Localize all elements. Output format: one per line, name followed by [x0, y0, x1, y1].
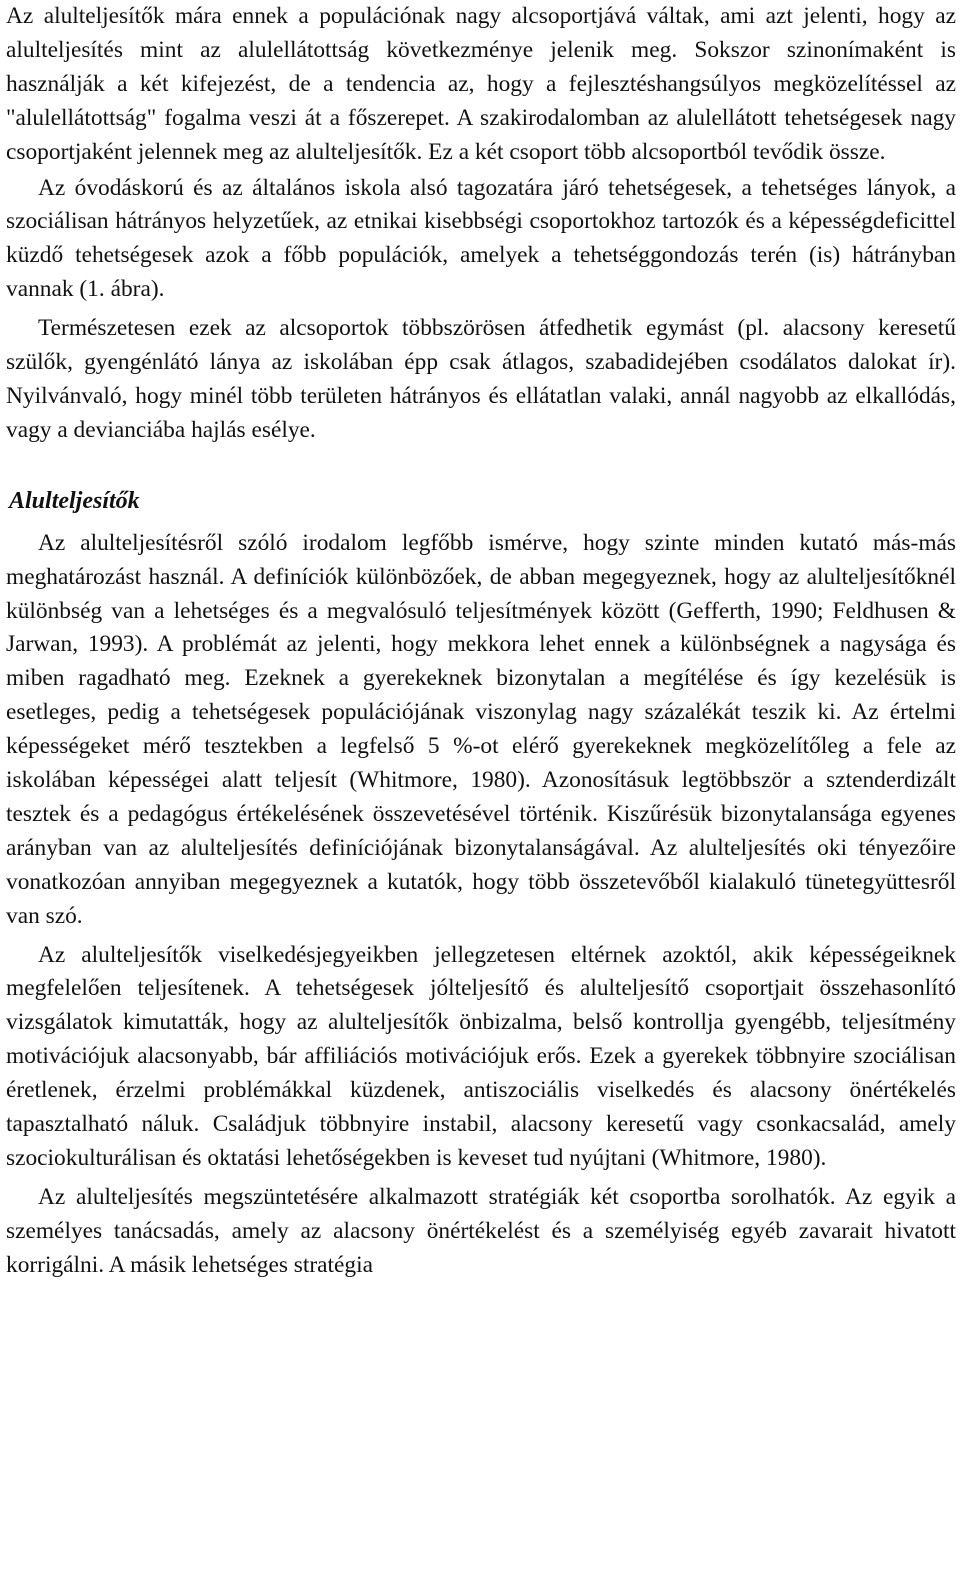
section-paragraph-3: Az alulteljesítés megszüntetésére alkalmazott stratégiák két csoportba sorolhatók. Az egyik a személyes tanácsadás, amely az alacsony önértékelést és a személyiség egyéb zavarait hivatott korrigálni. A másik lehetséges stratégia: [6, 1183, 956, 1278]
paragraph-2: Az óvodáskorú és az általános iskola alsó tagozatára járó tehetségesek, a tehetséges lányok, a szociálisan hátrányos helyzetűek, az etnikai kisebbségi csoportokhoz tartozók és a képességdeficittel küzdő tehetségesek azok a főbb populációk, amelyek a tehetséggondozás terén (is) hátrányban vannak (1. ábra).: [6, 174, 956, 303]
document-page: [6, 0, 956, 1283]
paragraph-3: Természetesen ezek az alcsoportok többszörösen átfedhetik egymást (pl. alacsony keresetű szülők, gyengénlátó lánya az iskolában épp csak átlagos, szabadidejében csodálatos dalokat ír). Nyilvánvaló, hogy minél több területen hátrányos és ellátatlan valaki, annál nagyobb az elkallódás, vagy a devianciába hajlás esélye.: [6, 315, 956, 443]
paragraph-1: Az alulteljesítők mára ennek a populációnak nagy alcsoportjává váltak, ami azt jelenti, hogy az alulteljesítés mint az alulellátottság következménye jelenik meg. Sokszor szinonímaként is használják a két kifejezést, de a tendencia az, hogy a fejlesztéshangsúlyos megközelítéssel az "alulellátottság" fogalma veszi át a főszerepet. A szakirodalomban az alulellátott tehetségesek nagy csoportjaként jelennek meg az alulteljesítők. Ez a két csoport több alcsoportból tevődik össze.: [6, 3, 956, 165]
section-paragraph-2: Az alulteljesítők viselkedésjegyeikben jellegzetesen eltérnek azoktól, akik képességeiknek megfelelően teljesítenek. A tehetségesek jólteljesítő és alulteljesítő csoportjait összehasonlító vizsgálatok kimutatták, hogy az alulteljesítők önbizalma, belső kontrollja gyengébb, teljesítmény motivációjuk alacsonyabb, bár affiliációs motivációjuk erős. Ezek a gyerekek többnyire szociálisan éretlenek, érzelmi problémákkal küzdenek, antiszociális viselkedés és alacsony önértékelés tapasztalható náluk. Családjuk többnyire instabil, alacsony keresetű vagy csonkacsalád, amely szociokulturálisan és oktatási lehetőségekben is keveset tud nyújtani (Whitmore, 1980).: [6, 941, 956, 1171]
section-heading: Alulteljesítők: [9, 487, 140, 514]
section-paragraph-1: Az alulteljesítésről szóló irodalom legfőbb ismérve, hogy szinte minden kutató más-más meghatározást használ. A definíciók különbözőek, de abban megegyeznek, hogy az alulteljesítőknél különbség van a lehetséges és a megvalósuló teljesítmények között (Gefferth, 1990; Feldhusen & Jarwan, 1993). A problémát az jelenti, hogy mekkora lehet ennek a különbségnek a nagysága és miben ragadható meg. Ezeknek a gyerekeknek bizonytalan a megítélése és így kezelésük is esetleges, pedig a tehetségesek populációjának viszonylag nagy százalékát teszik ki. Az értelmi képességeket mérő tesztekben a legfelső 5 %-ot elérő gyerekeknek megközelítőleg a fele az iskolában képességei alatt teljesít (Whitmore, 1980). Azonosításuk legtöbbször a sztenderdizált tesztek és a pedagógus értékelésének összevetésével történik. Kiszűrésük bizonytalansága egyenes arányban van az alulteljesítés definíciójának bizonytalanságával. Az alulteljesítés oki tényezőire vonatkozóan annyiban megegyeznek a kutatók, hogy több összetevőből kialakuló tünetegyüttesről van szó.: [6, 529, 956, 929]
